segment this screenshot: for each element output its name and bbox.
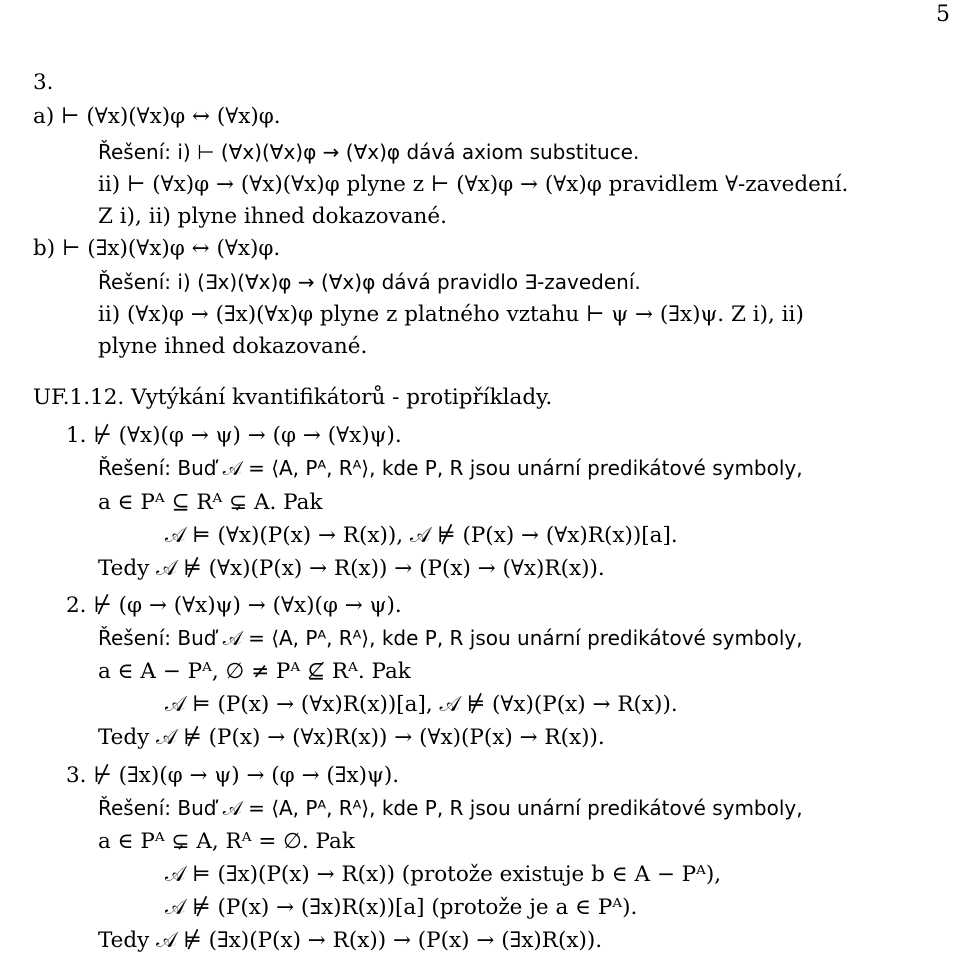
exercise-b-solution-2: ii) (∀x)φ → (∃x)(∀x)φ plyne z platného vztahu ⊢ ψ → (∃x)ψ. Z i), ii) [98,302,804,327]
counterexample-3-formula-2: 𝒜 ⊭ (P(x) → (∃x)R(x))[a] (protože je a ∈ Pᴬ). [165,895,638,920]
counterexample-1-formula: 𝒜 ⊨ (∀x)(P(x) → R(x)), 𝒜 ⊭ (P(x) → (∀x)R(x))[a]. [165,523,678,548]
counterexample-2-formula: 𝒜 ⊨ (P(x) → (∀x)R(x))[a], 𝒜 ⊭ (∀x)(P(x) → R(x)). [165,692,678,717]
counterexample-3-conditions: a ∈ Pᴬ ⊊ A, Rᴬ = ∅. Pak [98,829,355,854]
exercise-a-solution-1: Řešení: i) ⊢ (∀x)(∀x)φ → (∀x)φ dává axiom substituce. [98,140,640,164]
exercise-a-conclusion: Z i), ii) plyne ihned dokazované. [98,204,447,229]
counterexample-1-conditions: a ∈ Pᴬ ⊆ Rᴬ ⊊ A. Pak [98,490,323,515]
exercise-b-conclusion: plyne ihned dokazované. [98,334,368,359]
counterexample-3-statement: 3. ⊬ (∃x)(φ → ψ) → (φ → (∃x)ψ). [66,763,400,788]
counterexample-2-structure: Řešení: Buď 𝒜 = ⟨A, Pᴬ, Rᴬ⟩, kde P, R jsou unární predikátové symboly, [98,626,803,650]
exercise-b-solution-1: Řešení: i) (∃x)(∀x)φ → (∀x)φ dává pravidlo ∃-zavedení. [98,270,641,294]
exercise-a-solution-2: ii) ⊢ (∀x)φ → (∀x)(∀x)φ plyne z ⊢ (∀x)φ → (∀x)φ pravidlem ∀-zavedení. [98,172,849,197]
counterexample-1-structure: Řešení: Buď 𝒜 = ⟨A, Pᴬ, Rᴬ⟩, kde P, R jsou unární predikátové symboly, [98,456,803,480]
section-number: 3. [33,70,54,95]
page-number: 5 [936,2,950,27]
counterexample-3-formula-1: 𝒜 ⊨ (∃x)(P(x) → R(x)) (protože existuje b ∈ A − Pᴬ), [165,862,722,887]
exercise-a-statement: a) ⊢ (∀x)(∀x)φ ↔ (∀x)φ. [33,104,281,129]
counterexample-1-statement: 1. ⊬ (∀x)(φ → ψ) → (φ → (∀x)ψ). [66,423,402,448]
counterexample-3-conclusion: Tedy 𝒜 ⊭ (∃x)(P(x) → R(x)) → (P(x) → (∃x)R(x)). [98,928,603,953]
counterexample-2-conclusion: Tedy 𝒜 ⊭ (P(x) → (∀x)R(x)) → (∀x)(P(x) → R(x)). [98,725,605,750]
section-heading-uf-1-12: UF.1.12. Vytýkání kvantifikátorů - protipříklady. [33,385,553,410]
counterexample-2-conditions: a ∈ A − Pᴬ, ∅ ≠ Pᴬ ⊈ Rᴬ. Pak [98,659,411,684]
counterexample-3-structure: Řešení: Buď 𝒜 = ⟨A, Pᴬ, Rᴬ⟩, kde P, R jsou unární predikátové symboly, [98,796,803,820]
exercise-b-statement: b) ⊢ (∃x)(∀x)φ ↔ (∀x)φ. [33,236,281,261]
counterexample-2-statement: 2. ⊬ (φ → (∀x)ψ) → (∀x)(φ → ψ). [66,593,402,618]
counterexample-1-conclusion: Tedy 𝒜 ⊭ (∀x)(P(x) → R(x)) → (P(x) → (∀x)R(x)). [98,556,605,581]
